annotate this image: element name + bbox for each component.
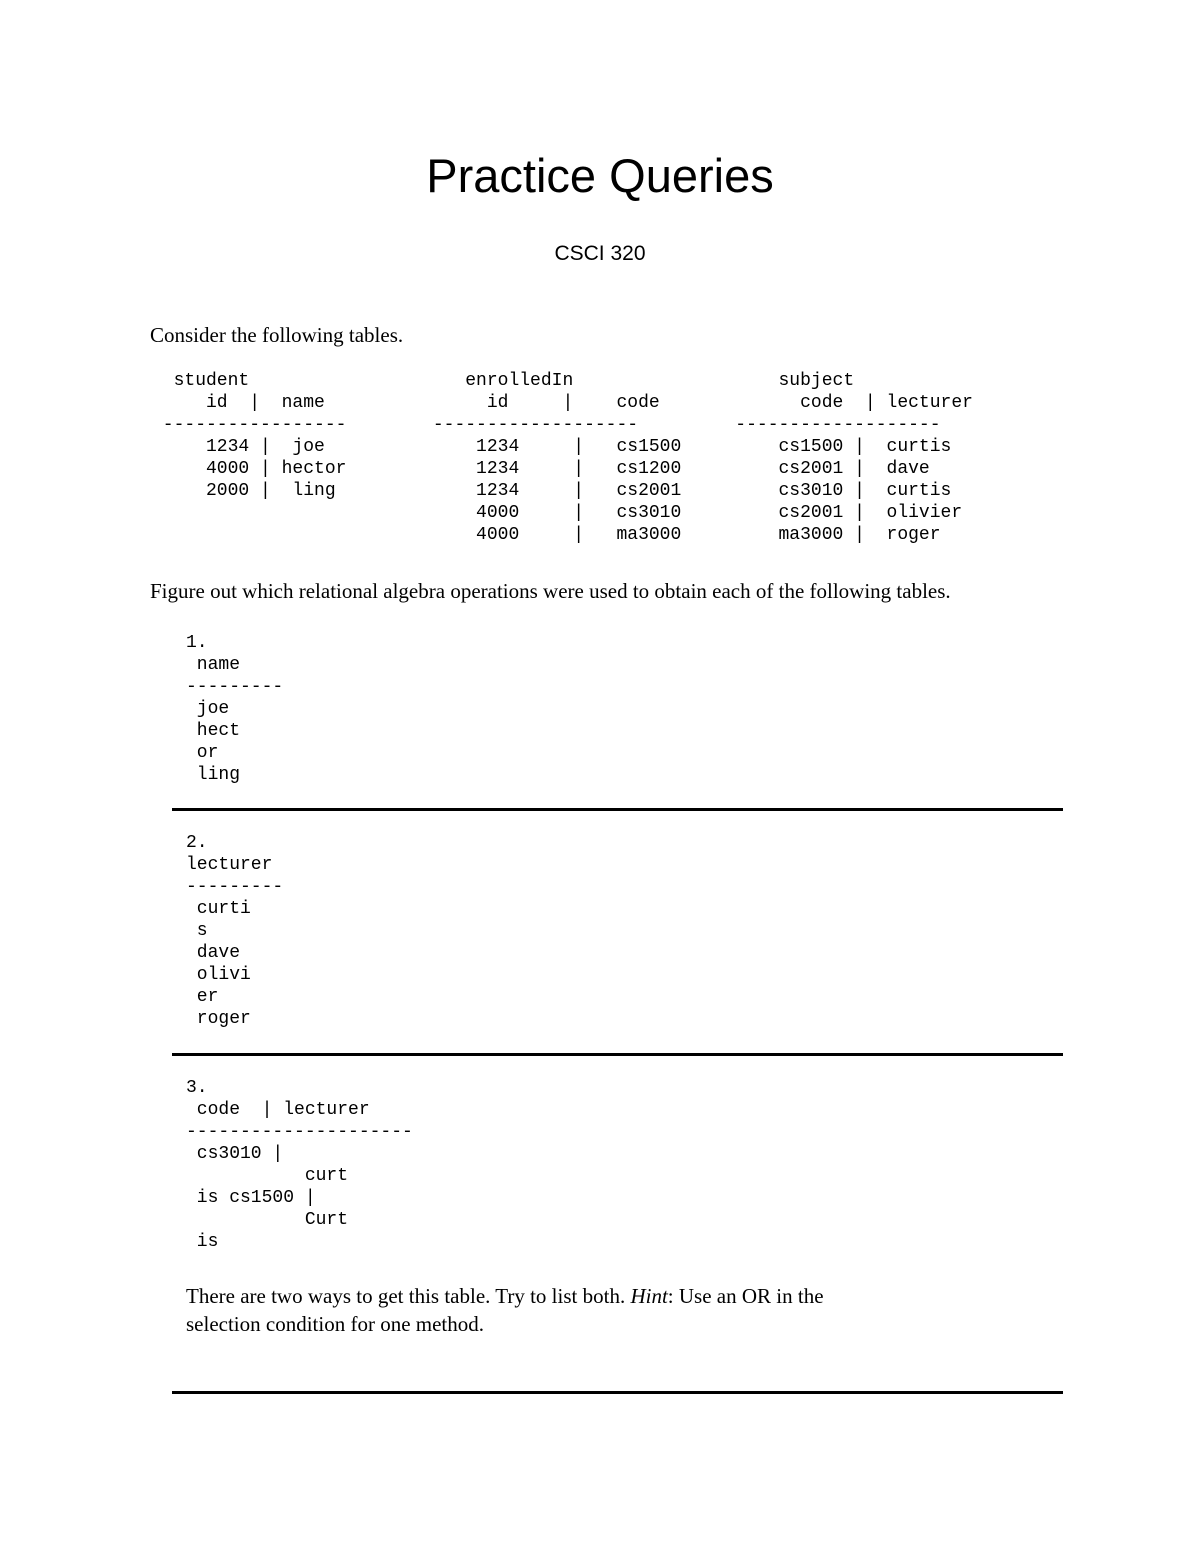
question-3-note bbox=[186, 1282, 824, 1310]
divider bbox=[172, 808, 1063, 811]
source-tables: student enrolledIn subject id | name id | code code | lecturer ----------------- ------------------- ------------------- 1234 | joe 1234 | cs1500 cs1500 | curtis 4000 | hector 1234 | cs1200 cs2001 | dave 2000 | ling 1234 | cs2001 cs3010 | curtis 4000 | cs3010 cs2001 | olivier 4000 | ma3000 ma3000 | roger bbox=[162, 371, 973, 545]
question-2-table: 2. lecturer --------- curti s dave olivi er roger bbox=[186, 833, 284, 1029]
note-text: There are two ways to get this table. Try to list both. bbox=[186, 1284, 631, 1308]
divider bbox=[172, 1391, 1063, 1394]
instruction-text: Figure out which relational algebra operations were used to obtain each of the following tables. bbox=[150, 579, 951, 603]
note-text-continued: : Use an OR in the bbox=[667, 1284, 824, 1308]
question-3-table: 3. code | lecturer --------------------- cs3010 | curt is cs1500 | Curt is bbox=[186, 1078, 413, 1252]
question-3-note-line2: selection condition for one method. bbox=[186, 1312, 485, 1336]
page-title: Practice Queries bbox=[426, 149, 774, 202]
question-1-table: 1. name --------- joe hect or ling bbox=[186, 633, 284, 785]
hint-label: Hint bbox=[630, 1284, 668, 1308]
intro-text: Consider the following tables. bbox=[150, 323, 404, 347]
divider bbox=[172, 1053, 1063, 1056]
course-code: CSCI 320 bbox=[554, 242, 646, 265]
